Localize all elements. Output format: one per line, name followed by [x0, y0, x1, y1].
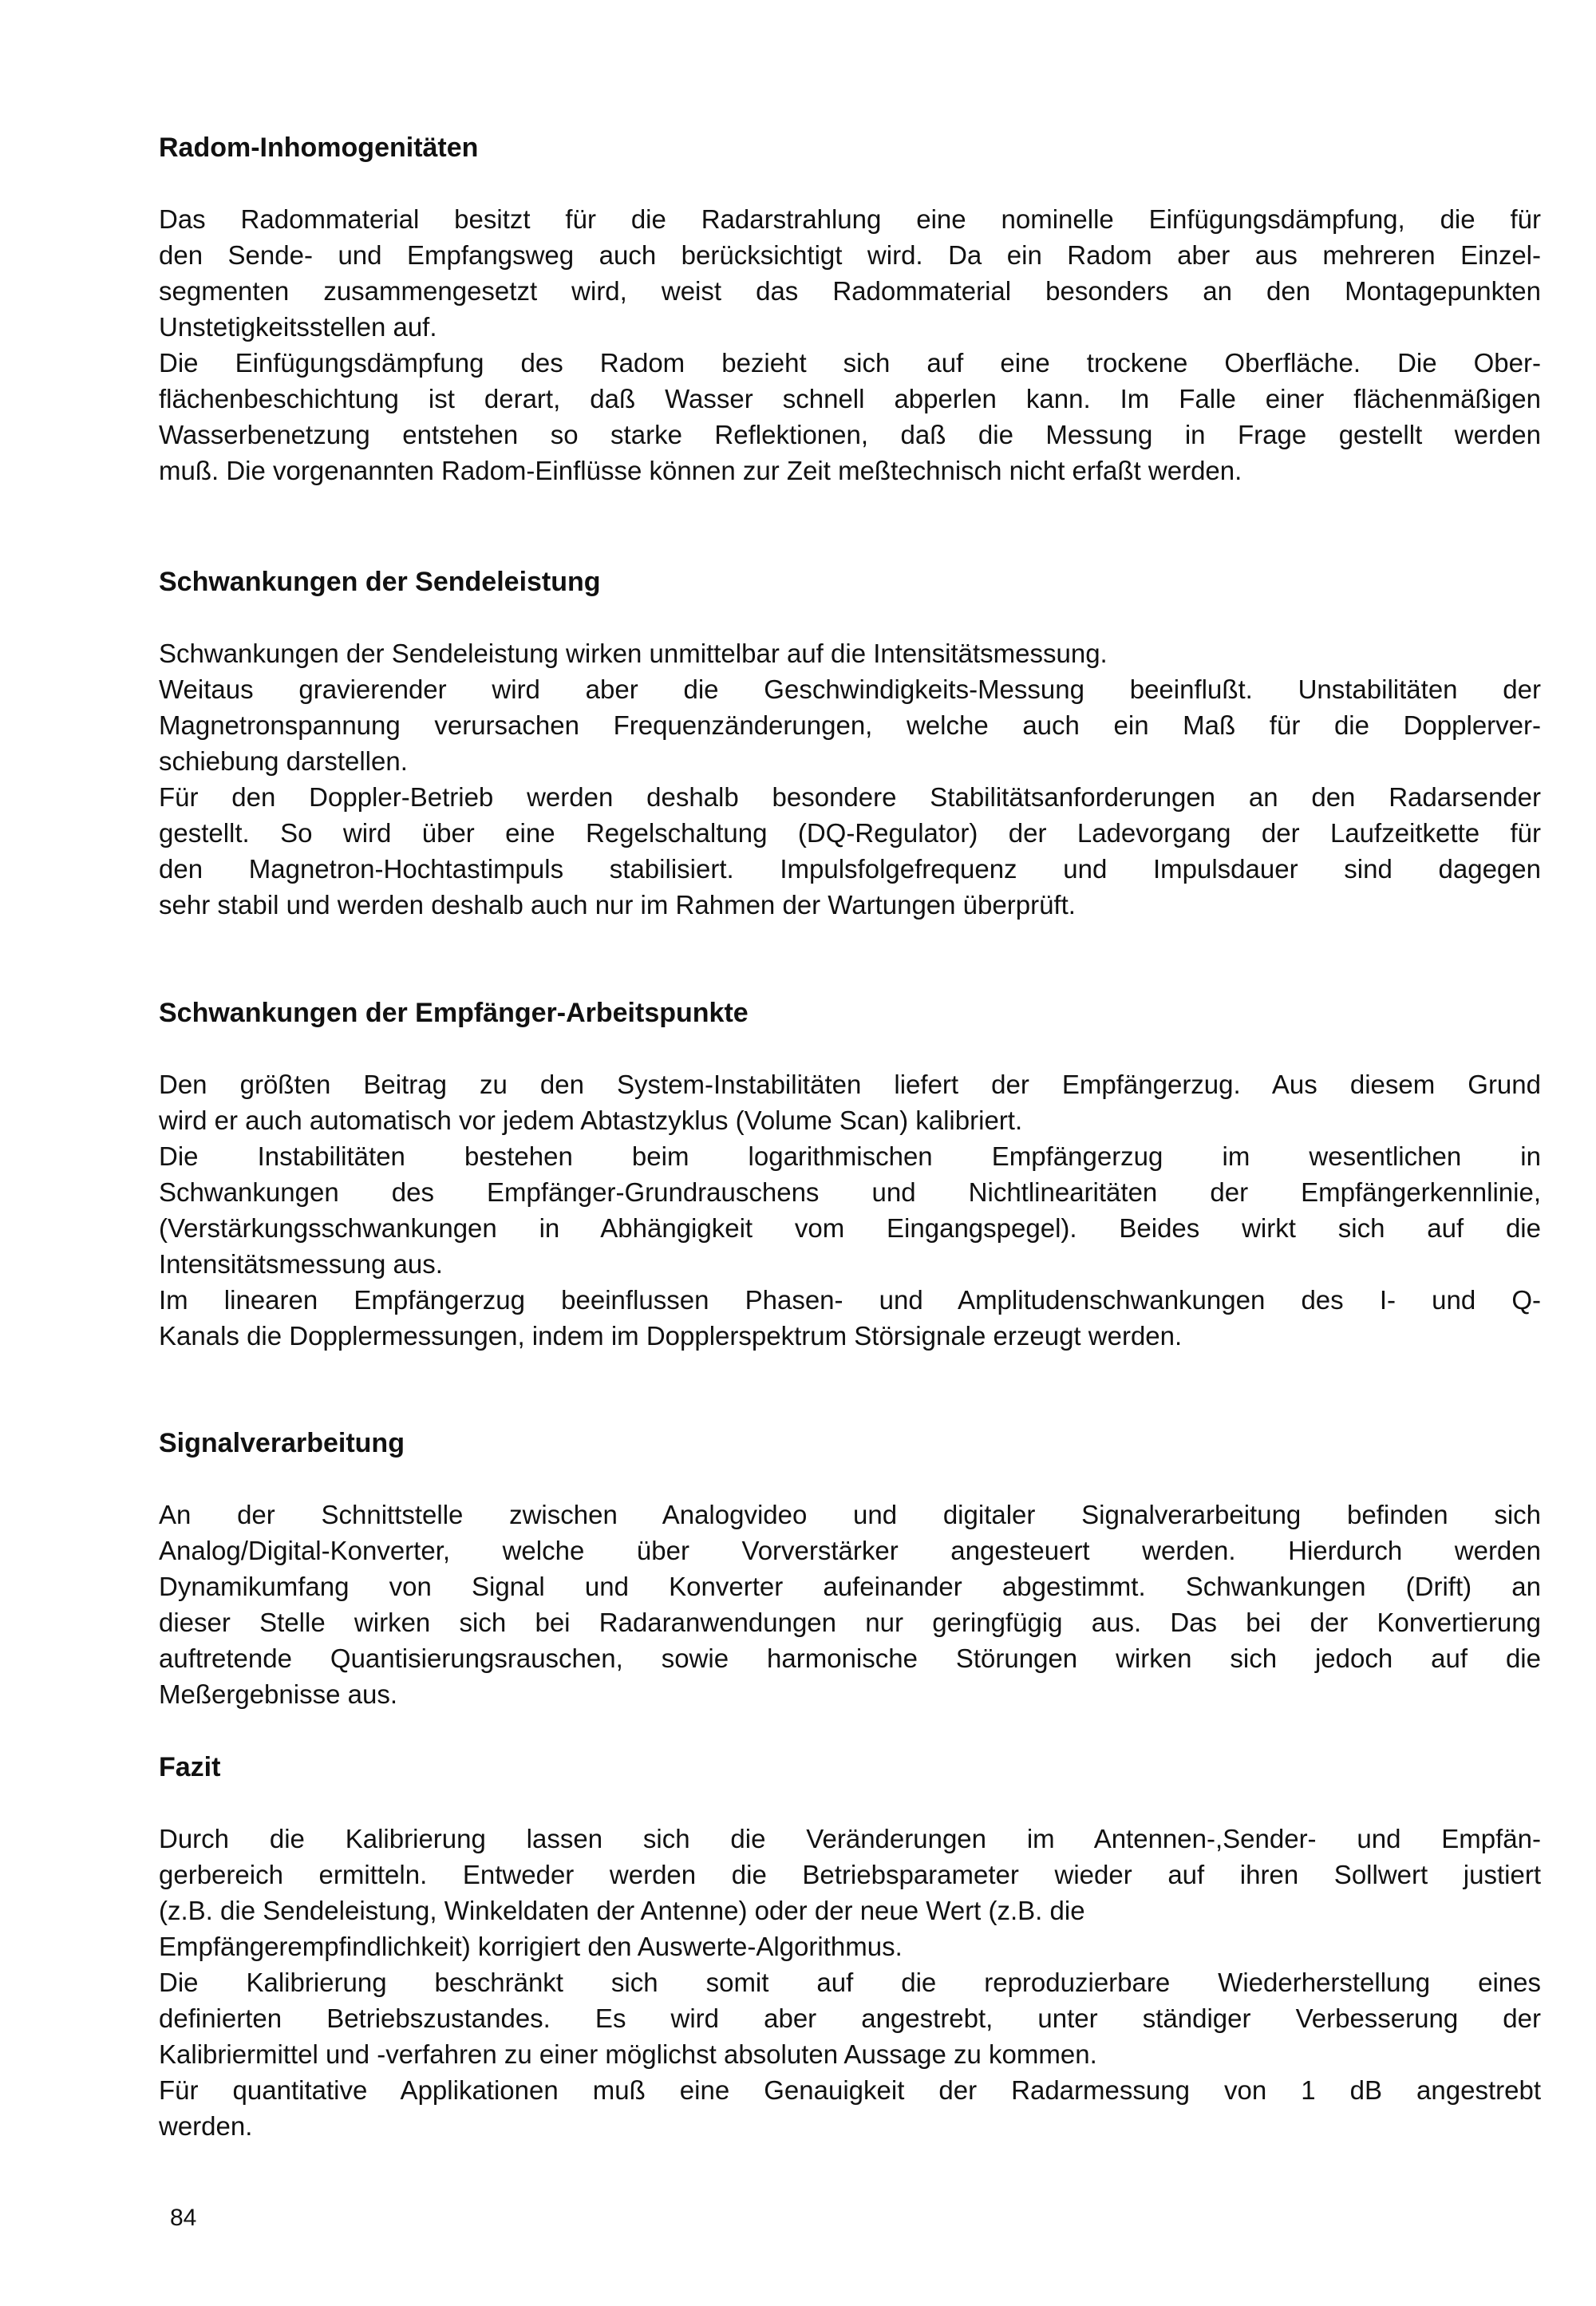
paragraph [159, 1964, 1541, 2072]
section-heading: Signalverarbeitung [159, 1428, 405, 1458]
text-line: Magnetronspannung verursachen Frequenzänderungen, welche auch ein Maß für die Dopplerver- [159, 710, 1541, 740]
text-line: dieser Stelle wirken sich bei Radaranwendungen nur geringfügig aus. Das bei der Konvertierung [159, 1608, 1541, 1637]
text-line: (Verstärkungsschwankungen in Abhängigkeit vom Eingangspegel). Beides wirkt sich auf die [159, 1213, 1541, 1243]
text-line: Durch die Kalibrierung lassen sich die Veränderungen im Antennen-,Sender- und Empfän- [159, 1824, 1541, 1853]
text-line: Kanals die Dopplermessungen, indem im Dopplerspektrum Störsignale erzeugt werden. [159, 1321, 1183, 1351]
paragraph [159, 1497, 1541, 1712]
text-line: den Magnetron-Hochtastimpuls stabilisiert. Impulsfolgefrequenz und Impulsdauer sind dagegen [159, 854, 1541, 884]
text-line: sehr stabil und werden deshalb auch nur im Rahmen der Wartungen überprüft. [159, 890, 1076, 920]
section-empfaenger [159, 995, 1541, 1354]
text-line: Den größten Beitrag zu den System-Instabilitäten liefert der Empfängerzug. Aus diesem Grund [159, 1070, 1541, 1099]
text-line: Die Einfügungsdämpfung des Radom bezieht sich auf eine trockene Oberfläche. Die Ober- [159, 348, 1541, 378]
text-line: wird er auch automatisch vor jedem Abtastzyklus (Volume Scan) kalibriert. [159, 1106, 1023, 1135]
section-sendeleistung [159, 564, 1541, 923]
section-heading: Schwankungen der Empfänger-Arbeitspunkte [159, 998, 749, 1028]
text-line: Im linearen Empfängerzug beeinflussen Phasen- und Amplitudenschwankungen des I- und Q- [159, 1285, 1541, 1315]
text-line: An der Schnittstelle zwischen Analogvideo und digitaler Signalverarbeitung befinden sich [159, 1500, 1541, 1529]
text-line: den Sende- und Empfangsweg auch berücksichtigt wird. Da ein Radom aber aus mehreren Einzel- [159, 240, 1541, 270]
text-line: Analog/Digital-Konverter, welche über Vorverstärker angesteuert werden. Hierdurch werden [159, 1536, 1541, 1565]
text-line: segmenten zusammengesetzt wird, weist das Radommaterial besonders an den Montagepunkten [159, 276, 1541, 306]
text-line: Das Radommaterial besitzt für die Radarstrahlung eine nominelle Einfügungsdämpfung, die für [159, 204, 1541, 234]
text-line: Dynamikumfang von Signal und Konverter aufeinander abgestimmt. Schwankungen (Drift) an [159, 1572, 1541, 1601]
paragraph [159, 1928, 1541, 1964]
paragraph [159, 1138, 1541, 1282]
text-line: Für quantitative Applikationen muß eine Genauigkeit der Radarmessung von 1 dB angestrebt [159, 2075, 1541, 2105]
text-line: definierten Betriebszustandes. Es wird aber angestrebt, unter ständiger Verbesserung der [159, 2003, 1541, 2033]
text-line: flächenbeschichtung ist derart, daß Wasser schnell abperlen kann. Im Falle einer flächenmäßigen [159, 384, 1541, 413]
text-line: Intensitätsmessung aus. [159, 1249, 443, 1279]
section-radom [159, 130, 1541, 488]
text-line: Weitaus gravierender wird aber die Geschwindigkeits-Messung beeinflußt. Unstabilitäten der [159, 674, 1541, 704]
section-fazit [159, 1750, 1541, 2144]
text-line: Unstetigkeitsstellen auf. [159, 312, 437, 342]
paragraph [159, 1066, 1541, 1138]
paragraph [159, 779, 1541, 923]
paragraph [159, 1821, 1541, 1928]
text-line: auftretende Quantisierungsrauschen, sowie harmonische Störungen wirken sich jedoch auf die [159, 1643, 1541, 1673]
page-number: 84 [170, 2205, 197, 2231]
text-line: Die Instabilitäten bestehen beim logarithmischen Empfängerzug im wesentlichen in [159, 1141, 1541, 1171]
section-signalverarbeitung [159, 1426, 1541, 1712]
paragraph [159, 345, 1541, 488]
section-heading: Schwankungen der Sendeleistung [159, 567, 601, 597]
text-line: Schwankungen des Empfänger-Grundrauschens und Nichtlinearitäten der Empfängerkennlinie, [159, 1177, 1541, 1207]
text-line: Empfängerempfindlichkeit) korrigiert den Auswerte-Algorithmus. [159, 1932, 903, 1961]
text-line: Meßergebnisse aus. [159, 1679, 397, 1709]
text-line: muß. Die vorgenannten Radom-Einflüsse können zur Zeit meßtechnisch nicht erfaßt werden. [159, 456, 1242, 485]
paragraph [159, 201, 1541, 345]
text-line: gestellt. So wird über eine Regelschaltung (DQ-Regulator) der Ladevorgang der Laufzeitkette für [159, 818, 1541, 848]
section-heading: Radom-Inhomogenitäten [159, 133, 479, 163]
section-heading: Fazit [159, 1752, 221, 1782]
paragraph [159, 2072, 1541, 2144]
text-line: schiebung darstellen. [159, 746, 408, 776]
text-line: werden. [159, 2111, 253, 2141]
text-line: Die Kalibrierung beschränkt sich somit auf die reproduzierbare Wiederherstellung eines [159, 1968, 1541, 1997]
text-line: Für den Doppler-Betrieb werden deshalb besondere Stabilitätsanforderungen an den Radarsender [159, 782, 1541, 812]
text-line: Kalibriermittel und -verfahren zu einer möglichst absoluten Aussage zu kommen. [159, 2039, 1097, 2069]
text-line: (z.B. die Sendeleistung, Winkeldaten der Antenne) oder der neue Wert (z.B. die [159, 1896, 1085, 1925]
paragraph [159, 671, 1541, 779]
text-line: gerbereich ermitteln. Entweder werden die Betriebsparameter wieder auf ihren Sollwert justiert [159, 1860, 1541, 1889]
text-line: Schwankungen der Sendeleistung wirken unmittelbar auf die Intensitätsmessung. [159, 639, 1108, 668]
text-line: Wasserbenetzung entstehen so starke Reflektionen, daß die Messung in Frage gestellt werden [159, 420, 1541, 449]
paragraph [159, 1282, 1541, 1354]
paragraph [159, 635, 1541, 671]
